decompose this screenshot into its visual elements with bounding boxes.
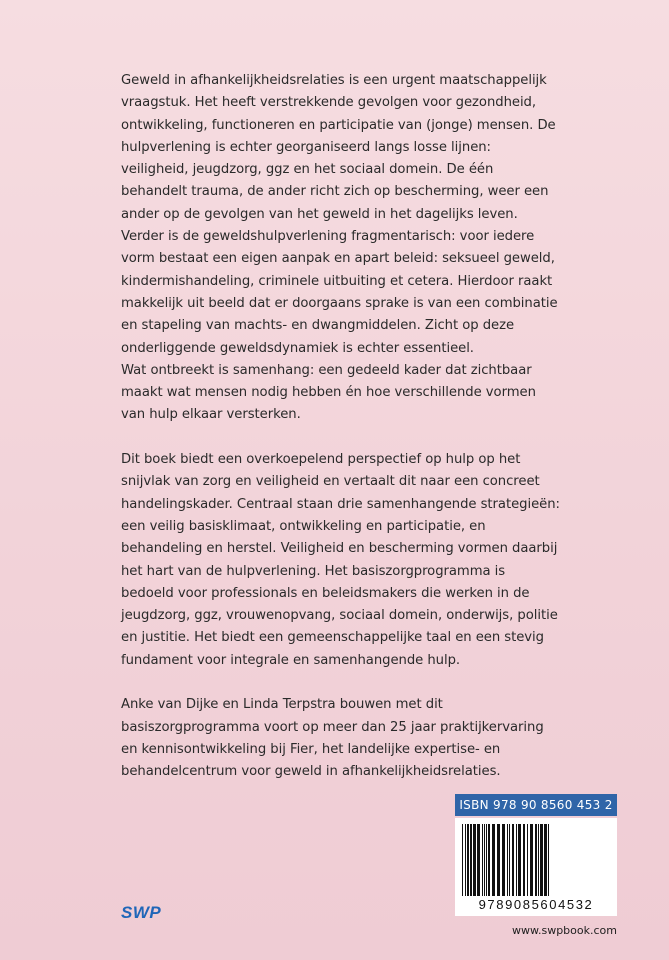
publisher-website: www.swpbook.com — [512, 924, 617, 937]
isbn-barcode-block — [455, 794, 617, 940]
barcode-bar — [509, 824, 510, 896]
isbn-label: ISBN 978 90 8560 453 2 — [455, 794, 617, 816]
paragraph-authors: Anke van Dijke en Linda Terpstra bouwen met dit basiszorgprogramma voort op meer dan 25 jaar praktijkervaring en kennisontwikkeling bij Fier, het landelijke expertise- en behandelcentrum voor geweld in afhankelijkheidsrelaties. — [121, 697, 544, 780]
barcode-bar — [473, 824, 476, 896]
barcode-bar — [530, 824, 533, 896]
barcode-digits: 9789085604532 — [478, 897, 594, 912]
barcode-area — [455, 818, 617, 916]
paragraph-fragmentation: Verder is de geweldshulpverlening fragmentarisch: voor iedere vorm bestaat een eigen aanpak en apart beleid: seksueel geweld, kindermishandeling, criminele uitbuiting et cetera. Hierdoor raakt makkelijk uit beeld dat er doorgaans sprake is van een combinatie en stapeling van machts- en dwangmiddelen. Zicht op deze onderliggende geweldsdynamiek is echter essentieel. — [121, 229, 558, 356]
barcode-bar — [535, 824, 537, 896]
barcode-bar — [484, 824, 485, 896]
barcode-bar — [497, 824, 500, 896]
back-cover-text — [121, 70, 561, 784]
barcode-bar — [465, 824, 466, 896]
barcode-bar — [482, 824, 483, 896]
barcode-bar — [492, 824, 495, 896]
barcode-bar — [523, 824, 525, 896]
barcode-bar — [518, 824, 521, 896]
barcode-bar — [507, 824, 508, 896]
barcode-bar — [502, 824, 505, 896]
barcode-bar — [516, 824, 517, 896]
barcode-bar — [462, 824, 463, 896]
barcode-bar — [544, 824, 547, 896]
barcode-image — [460, 824, 612, 896]
barcode-bar — [548, 824, 549, 896]
paragraph-book-description: Dit boek biedt een overkoepelend perspectief op hulp op het snijvlak van zorg en veiligheid en vertaalt dit naar een concreet handelingskader. Centraal staan drie samenhangende strategieën: een veilig basisklimaat, ontwikkeling en participatie, en behandeling en herstel. Veiligheid en bescherming vormen daarbij het hart van de hulpverlening. Het basiszorgprogramma is bedoeld voor professionals en beleidsmakers die werken in de jeugdzorg, ggz, vrouwenopvang, sociaal domein, onderwijs, politie en justitie. Het biedt een gemeenschappelijke taal en een stevig fundament voor integrale en samenhangende hulp. — [121, 452, 560, 668]
barcode-bar — [477, 824, 480, 896]
barcode-bar — [540, 824, 543, 896]
barcode-bar — [467, 824, 469, 896]
paragraph-missing-coherence: Wat ontbreekt is samenhang: een gedeeld kader dat zichtbaar maakt wat mensen nodig hebben én hoe verschillende vormen van hulp elkaar versterken. — [121, 362, 536, 423]
barcode-bar — [486, 824, 487, 896]
paragraph-intro: Geweld in afhankelijkheidsrelaties is een urgent maatschappelijk vraagstuk. Het heeft verstrekkende gevolgen voor gezondheid, ontwikkeling, functioneren en participatie van (jonge) mensen. De hulpverlening is echter georganiseerd langs losse lijnen: veiligheid, jeugdzorg, ggz en het sociaal domein. De één behandelt trauma, de ander richt zich op bescherming, weer een ander op de gevolgen van het geweld in het dagelijks leven. — [121, 73, 556, 222]
barcode-bar — [488, 824, 490, 896]
publisher-logo: SWP — [121, 903, 162, 922]
barcode-bar — [512, 824, 514, 896]
barcode-bar — [538, 824, 539, 896]
barcode-bar — [470, 824, 472, 896]
barcode-bar — [527, 824, 528, 896]
